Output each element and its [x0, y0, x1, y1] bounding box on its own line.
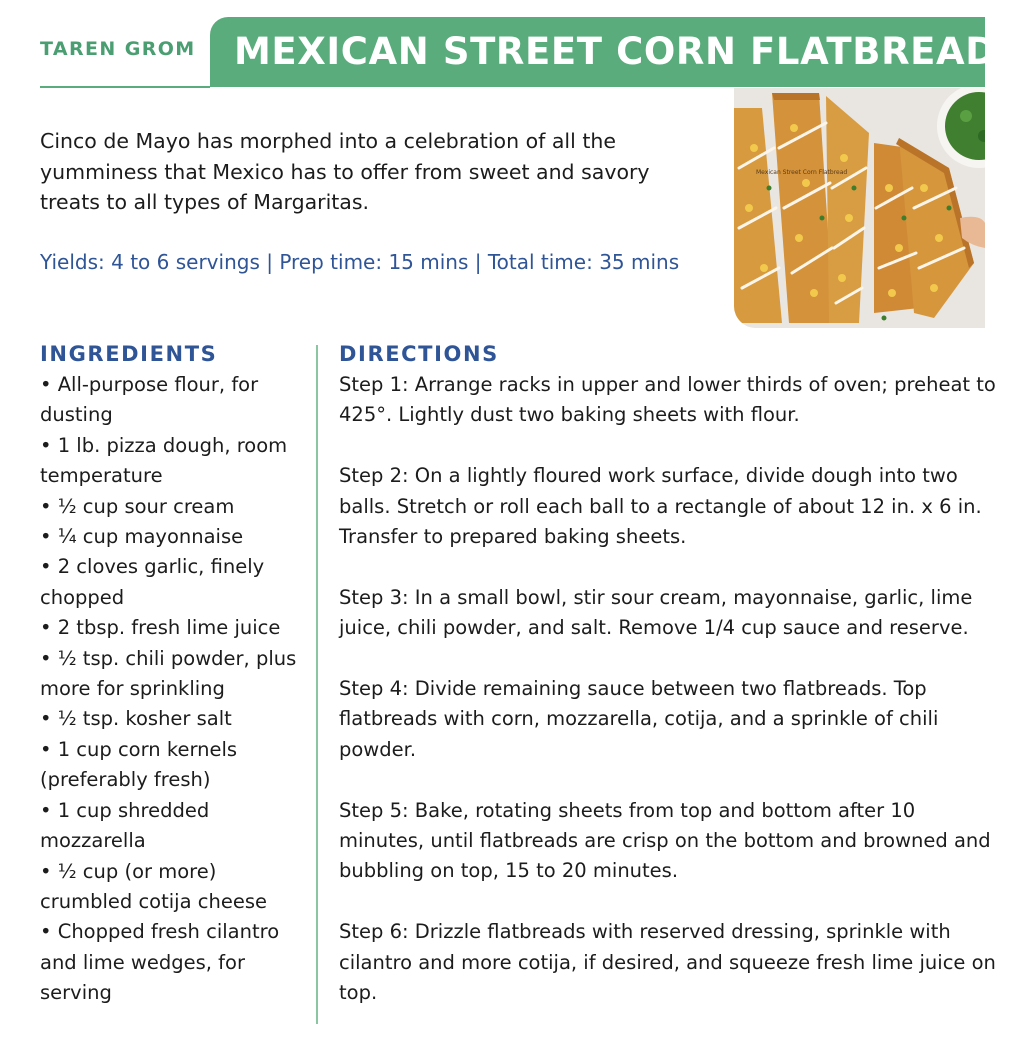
- directions-heading: DIRECTIONS: [339, 342, 499, 366]
- direction-step: Step 6: Drizzle flatbreads with reserved dressing, sprinkle with cilantro and more cotija, if desired, and squeeze fresh lime juice on top.: [339, 920, 996, 1005]
- direction-step: Step 5: Bake, rotating sheets from top and bottom after 10 minutes, until flatbreads are crisp on the bottom and browned and bubbling on top, 15 to 20 minutes.: [339, 798, 991, 883]
- direction-step: Step 3: In a small bowl, stir sour cream, mayonnaise, garlic, lime juice, chili powder, and salt. Remove 1/4 cup sauce and reserve.: [339, 585, 973, 640]
- ingredient-item: • ¼ cup mayonnaise: [40, 525, 244, 549]
- ingredient-item: • 1 cup shredded mozzarella: [40, 798, 210, 853]
- flatbread-photo: [734, 88, 985, 328]
- intro-paragraph: Cinco de Mayo has morphed into a celebration of all the yumminess that Mexico has to offer from sweet and savory treats to all types of Margaritas.: [40, 129, 650, 214]
- recipe-meta: Yields: 4 to 6 servings | Prep time: 15 mins | Total time: 35 mins: [40, 250, 680, 274]
- directions-column: [339, 340, 999, 1039]
- ingredient-item: • ½ cup sour cream: [40, 494, 235, 518]
- ingredients-column: [40, 340, 302, 1009]
- photo-label: Mexican Street Corn Flatbread: [756, 169, 848, 176]
- ingredient-item: • All-purpose flour, for dusting: [40, 373, 259, 427]
- ingredient-item: • 2 tbsp. fresh lime juice: [40, 616, 281, 640]
- ingredient-item: • 1 lb. pizza dough, room temperature: [40, 433, 288, 488]
- direction-step: Step 4: Divide remaining sauce between two flatbreads. Top flatbreads with corn, mozzarella, cotija, and a sprinkle of chili powder.: [339, 677, 939, 761]
- flatbread-illustration: [734, 88, 985, 328]
- ingredient-item: • Chopped fresh cilantro and lime wedges, for serving: [40, 920, 280, 1005]
- direction-step: Step 1: Arrange racks in upper and lower thirds of oven; preheat to 425°. Lightly dust two baking sheets with flour.: [339, 373, 996, 427]
- directions-steps: [339, 370, 999, 1008]
- title-banner: [210, 17, 997, 87]
- direction-step: Step 2: On a lightly floured work surface, divide dough into two balls. Stretch or roll each ball to a rectangle of about 12 in. x 6 in. Transfer to prepared baking sheets.: [339, 464, 982, 549]
- header-rule: [40, 86, 210, 88]
- ingredient-item: • ½ cup (or more) crumbled cotija cheese: [40, 859, 267, 913]
- ingredients-list: [40, 370, 302, 1009]
- ingredient-item: • 1 cup corn kernels (preferably fresh): [40, 737, 238, 792]
- recipe-title: MEXICAN STREET CORN FLATBREAD: [234, 30, 997, 73]
- ingredient-item: • 2 cloves garlic, finely chopped: [40, 555, 265, 609]
- author-name: TAREN GROM: [40, 38, 196, 60]
- ingredient-item: • ½ tsp. chili powder, plus more for sprinkling: [40, 646, 297, 701]
- column-divider: [316, 345, 318, 1024]
- ingredient-item: • ½ tsp. kosher salt: [40, 707, 232, 731]
- ingredients-heading: INGREDIENTS: [40, 342, 218, 366]
